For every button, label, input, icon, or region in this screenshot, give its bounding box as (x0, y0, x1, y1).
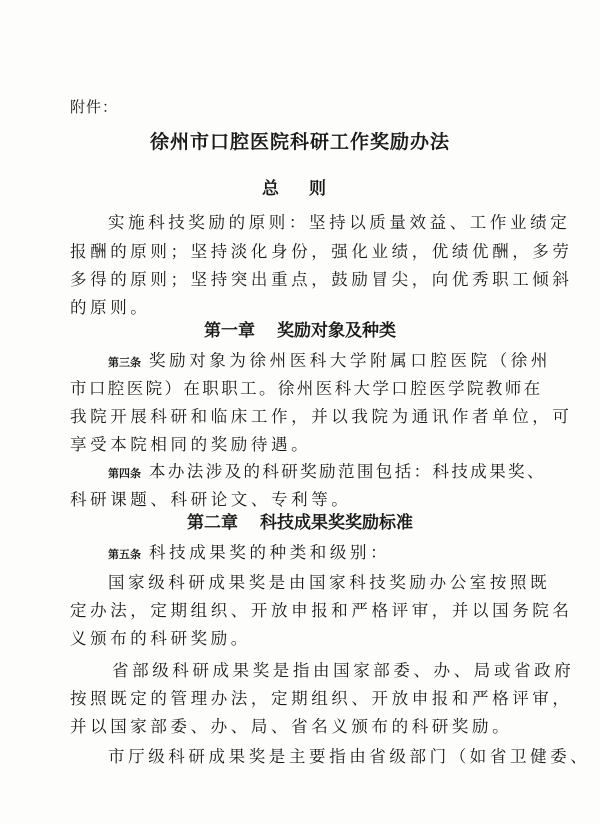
chapter-2-heading (0, 512, 600, 534)
paragraph-line: 科研课题、科研论文、专利等。 (70, 490, 352, 509)
paragraph-line: 并以国家部委、办、局、省名义颁布的科研奖励。 (70, 717, 513, 736)
paragraph-line: 多得的原则；坚持突出重点，鼓励冒尖，向优秀职工倾斜 (70, 270, 573, 289)
article-4-text: 本办法涉及的科研奖励范围包括：科技成果奖、 (149, 462, 546, 481)
article-3-label: 第三条 (108, 356, 141, 369)
chapter-2-name: 科技成果奖奖励标准 (260, 513, 413, 533)
chapter-2-number: 第二章 (187, 513, 238, 533)
article-3-line (108, 350, 551, 374)
chapter-1-heading (0, 320, 600, 342)
article-4-line (108, 461, 546, 485)
article-5-text: 科技成果奖的种类和级别： (149, 543, 391, 562)
paragraph-line: 市口腔医院）在职职工。徐州医科大学口腔医学院教师在 (70, 379, 543, 398)
paragraph-line: 我院开展科研和临床工作，并以我院为通讯作者单位，可 (70, 407, 573, 426)
paragraph-line: 国家级科研成果奖是由国家科技奖励办公室按照既 (108, 573, 551, 592)
chapter-1-name: 奖励对象及种类 (277, 321, 396, 341)
article-4-label: 第四条 (108, 467, 141, 480)
paragraph-line: 省部级科研成果奖是指由国家部委、办、局或省政府 (112, 661, 575, 680)
document-title: 徐州市口腔医院科研工作奖励办法 (149, 131, 450, 153)
paragraph-line: 的原则。 (70, 298, 151, 317)
paragraph-line: 定办法，定期组织、开放申报和严格评审，并以国务院名 (70, 601, 573, 620)
paragraph-line: 义颁布的科研奖励。 (70, 629, 251, 648)
attachment-label: 附件： (70, 98, 119, 116)
article-5-label: 第五条 (108, 548, 141, 561)
paragraph-line: 按照既定的管理办法，定期组织、开放申报和严格评审， (70, 689, 573, 708)
article-5-line (108, 542, 390, 566)
paragraph-line: 报酬的原则；坚持淡化身份，强化业绩，优绩优酬，多劳 (70, 242, 573, 261)
paragraph-line: 实施科技奖励的原则：坚持以质量效益、工作业绩定 (108, 213, 571, 232)
paragraph-line: 享受本院相同的奖励待遇。 (70, 435, 312, 454)
general-heading: 总 则 (262, 179, 338, 199)
chapter-1-number: 第一章 (204, 321, 255, 341)
paragraph-line: 市厅级科研成果奖是主要指由省级部门（如省卫健委、 (108, 747, 591, 766)
article-3-text: 奖励对象为徐州医科大学附属口腔医院（徐州 (149, 351, 551, 370)
